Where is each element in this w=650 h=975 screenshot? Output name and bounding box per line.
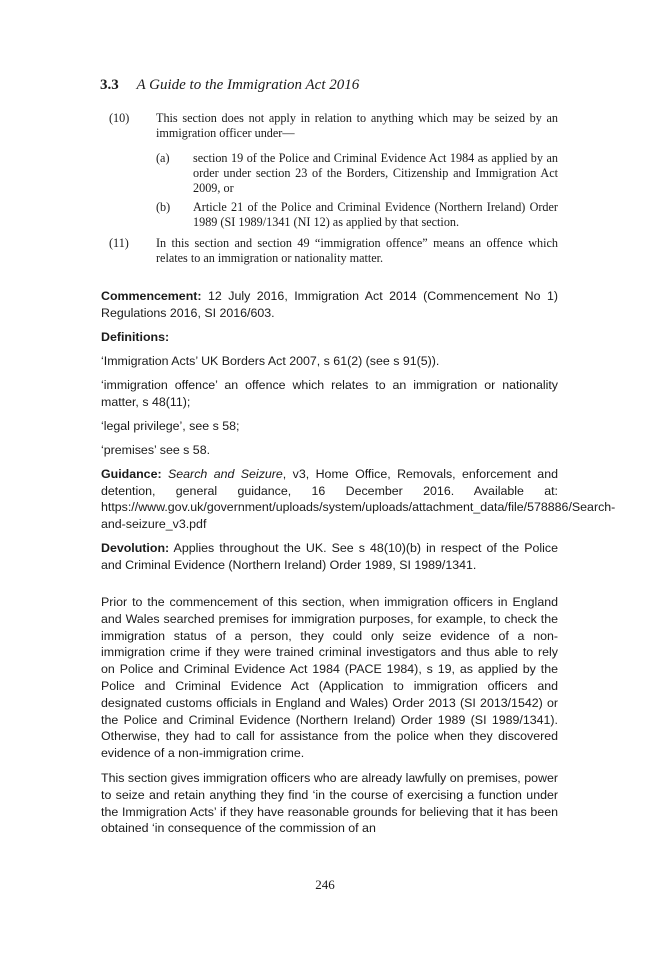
definitions-label: Definitions: bbox=[101, 330, 170, 344]
paragraph-text: section 19 of the Police and Criminal Evidence Act 1984 as applied by an order under section 23 of the Borders, Citizenship and Immigration Act 2009, or bbox=[193, 151, 558, 195]
running-header bbox=[100, 77, 359, 94]
definition-item bbox=[101, 418, 558, 435]
definition-text: ‘Immigration Acts’ UK Borders Act 2007, s 61(2) (see s 91(5)). bbox=[101, 354, 440, 368]
subsection-number: (10) bbox=[109, 111, 130, 125]
definition-text: ‘immigration offence’ an offence which relates to an immigration or nationality matter, s 48(11); bbox=[101, 378, 558, 409]
definition-item bbox=[101, 442, 558, 459]
page-number: 246 bbox=[315, 877, 335, 892]
commentary-paragraph: Prior to the commencement of this section, when immigration officers in England and Wales searched premises for immigration purposes, for example, to check the immigration status of a person, they could only seize evidence of a non-immigration crime if they were trained criminal investigators and thus able to rely on Police and Criminal Evidence Act 1984 (PACE 1984), s 19, as applied by the Police and Criminal Evidence Act (Application to immigration officers and designated customs officials in England and Wales) Order 2013 (SI 2013/1542) or the Police and Criminal Evidence (Northern Ireland) Order 1989 (SI 1989/1341). Otherwise, they had to call for assistance from the police when they discovered evidence of a non-immigration crime. bbox=[101, 595, 558, 761]
guidance-text: , v3, Home Office, Removals, enforcement and detention, general guidance, 16 December 2016. Available at: https://www.gov.uk/government/uploads/system/uploads/attachment_data/file/578886/Search-and-seizure_v3.pdf bbox=[101, 467, 616, 531]
paragraph-a bbox=[156, 151, 558, 196]
subsection-11 bbox=[109, 236, 558, 266]
subsection-10 bbox=[109, 111, 558, 141]
paragraph-b bbox=[156, 200, 558, 230]
devolution-note bbox=[101, 540, 558, 573]
devolution-label: Devolution: bbox=[101, 541, 170, 555]
commencement-label: Commencement: bbox=[101, 289, 202, 303]
definition-item bbox=[101, 353, 558, 370]
definitions-heading bbox=[101, 329, 558, 346]
subsection-text: This section does not apply in relation to anything which may be seized by an immigration officer under— bbox=[156, 111, 558, 140]
subsection-number: (11) bbox=[109, 236, 129, 250]
paragraph-number: (a) bbox=[156, 151, 170, 165]
paragraph-text: Article 21 of the Police and Criminal Evidence (Northern Ireland) Order 1989 (SI 1989/1341 (NI 12) as applied by that section. bbox=[193, 200, 558, 229]
commencement-text: 12 July 2016, Immigration Act 2014 (Commencement No 1) Regulations 2016, SI 2016/603. bbox=[101, 289, 558, 320]
commencement-note bbox=[101, 288, 558, 321]
commentary-paragraph: This section gives immigration officers who are already lawfully on premises, power to seize and retain anything they find ‘in the course of exercising a function under the Immigration Acts’ if they have reasonable grounds for believing that it has been obtained ‘in consequence of the commission of an bbox=[101, 771, 558, 836]
book-title: A Guide to the Immigration Act 2016 bbox=[136, 77, 360, 93]
paragraph-number: (b) bbox=[156, 200, 171, 214]
guidance-label: Guidance: bbox=[101, 467, 162, 481]
devolution-text: Applies throughout the UK. See s 48(10)(b) in respect of the Police and Criminal Evidence (Northern Ireland) Order 1989, SI 1989/1341. bbox=[101, 541, 558, 572]
guidance-note bbox=[101, 466, 616, 532]
definition-item bbox=[101, 377, 558, 410]
definition-text: ‘legal privilege’, see s 58; bbox=[101, 419, 240, 433]
definition-text: ‘premises’ see s 58. bbox=[101, 443, 211, 457]
subsection-text: In this section and section 49 “immigration offence” means an offence which relates to an immigration or nationality matter. bbox=[156, 236, 558, 265]
guidance-title: Search and Seizure bbox=[168, 467, 283, 481]
section-number: 3.3 bbox=[100, 77, 119, 93]
